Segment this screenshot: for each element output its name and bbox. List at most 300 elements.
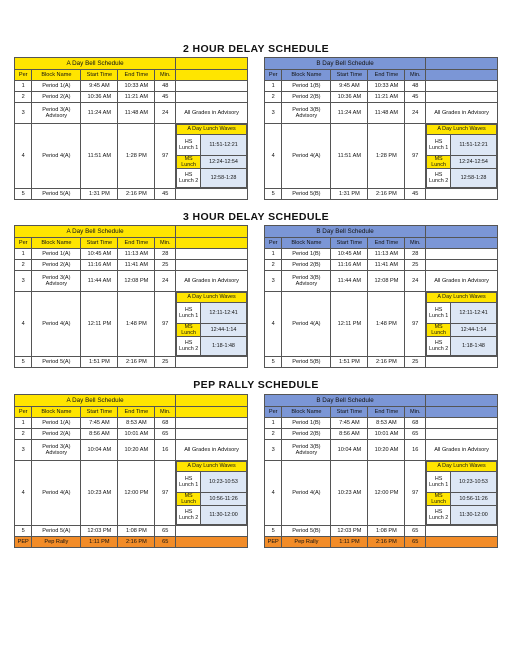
end-time: 1:48 PM <box>368 292 405 357</box>
row-note <box>176 537 248 548</box>
start-time: 10:36 AM <box>81 92 118 103</box>
lunch-wave-name: HS Lunch 2 <box>427 506 451 525</box>
band-spacer <box>176 58 248 70</box>
column-header: Min. <box>405 407 426 418</box>
lunch-wave-time: 12:24-12:54 <box>451 156 497 169</box>
lunch-wave-time: 10:56-11:26 <box>451 493 497 506</box>
lunch-wave-name: HS Lunch 1 <box>177 135 201 156</box>
start-time: 9:45 AM <box>331 81 368 92</box>
column-header: Min. <box>155 70 176 81</box>
start-time: 1:51 PM <box>81 357 118 368</box>
row-note <box>176 526 248 537</box>
block-name: Period 1(B) <box>282 81 331 92</box>
period-row <box>15 260 248 271</box>
lunch-waves-cell <box>426 292 498 357</box>
period-row <box>15 81 248 92</box>
block-name: Pep Rally <box>282 537 331 548</box>
column-header: Per <box>15 407 32 418</box>
minutes: 65 <box>405 526 426 537</box>
start-time: 11:24 AM <box>331 103 368 124</box>
column-header: Block Name <box>32 407 81 418</box>
section-title: 3 HOUR DELAY SCHEDULE <box>182 211 330 223</box>
row-note: All Grades in Advisory <box>426 440 498 461</box>
period-number: 1 <box>15 418 32 429</box>
lunch-wave-row <box>177 156 247 169</box>
lunch-waves-title: A Day Lunch Waves <box>177 125 247 135</box>
period-number: 5 <box>15 189 32 200</box>
row-note <box>426 249 498 260</box>
period-row <box>15 92 248 103</box>
block-name: Period 1(A) <box>32 249 81 260</box>
block-name: Period 1(B) <box>282 249 331 260</box>
schedule-band-title: B Day Bell Schedule <box>265 58 426 70</box>
period-number: 5 <box>15 357 32 368</box>
end-time: 11:21 AM <box>368 92 405 103</box>
period-number: 2 <box>15 260 32 271</box>
minutes: 16 <box>405 440 426 461</box>
end-time: 8:53 AM <box>368 418 405 429</box>
period-row <box>15 271 248 292</box>
lunch-wave-time: 11:30-12:00 <box>201 506 247 525</box>
a-day-schedule-table <box>14 225 248 368</box>
block-name: Period 2(A) <box>32 429 81 440</box>
end-time: 1:28 PM <box>368 124 405 189</box>
end-time: 1:08 PM <box>368 526 405 537</box>
minutes: 16 <box>155 440 176 461</box>
block-name: Period 5(B) <box>282 189 331 200</box>
block-name: Period 3(A) Advisory <box>32 271 81 292</box>
minutes: 25 <box>155 260 176 271</box>
lunch-waves-title: A Day Lunch Waves <box>177 293 247 303</box>
minutes: 97 <box>405 461 426 526</box>
start-time: 10:45 AM <box>331 249 368 260</box>
row-note <box>176 357 248 368</box>
period-number: PEP <box>15 537 32 548</box>
minutes: 65 <box>155 526 176 537</box>
b-day-schedule-table <box>264 225 498 368</box>
lunch-wave-time: 12:58-1:28 <box>451 169 497 188</box>
block-name: Period 4(A) <box>32 292 81 357</box>
period-number: 4 <box>265 124 282 189</box>
period-row <box>265 260 498 271</box>
start-time: 11:16 AM <box>81 260 118 271</box>
start-time: 1:11 PM <box>81 537 118 548</box>
start-time: 1:11 PM <box>331 537 368 548</box>
lunch-wave-row <box>427 169 497 188</box>
period-number: 3 <box>15 440 32 461</box>
row-note <box>176 418 248 429</box>
column-header-blank <box>176 407 248 418</box>
start-time: 8:56 AM <box>81 429 118 440</box>
minutes: 97 <box>155 124 176 189</box>
lunch-waves-title: A Day Lunch Waves <box>427 462 497 472</box>
column-header: End Time <box>118 407 155 418</box>
band-spacer <box>426 226 498 238</box>
minutes: 28 <box>405 249 426 260</box>
period-number: 5 <box>265 189 282 200</box>
start-time: 11:44 AM <box>331 271 368 292</box>
start-time: 10:23 AM <box>81 461 118 526</box>
column-header-blank <box>426 70 498 81</box>
period-number: 4 <box>265 292 282 357</box>
start-time: 12:11 PM <box>331 292 368 357</box>
period-number: 1 <box>265 81 282 92</box>
minutes: 24 <box>405 271 426 292</box>
column-header: Min. <box>155 238 176 249</box>
row-note <box>176 260 248 271</box>
row-note <box>426 429 498 440</box>
period-row <box>265 429 498 440</box>
lunch-waves-table <box>176 292 247 356</box>
period-number: 3 <box>265 103 282 124</box>
block-name: Period 3(B) Advisory <box>282 103 331 124</box>
schedule-band-title: A Day Bell Schedule <box>15 58 176 70</box>
block-name: Period 2(A) <box>32 260 81 271</box>
minutes: 65 <box>405 429 426 440</box>
lunch-wave-name: MS Lunch <box>177 324 201 337</box>
period-row <box>265 418 498 429</box>
minutes: 68 <box>155 418 176 429</box>
lunch-wave-row <box>177 472 247 493</box>
lunch-wave-row <box>177 324 247 337</box>
column-header: Block Name <box>282 407 331 418</box>
end-time: 11:48 AM <box>368 103 405 124</box>
lunch-wave-row <box>427 156 497 169</box>
row-note <box>176 249 248 260</box>
row-note <box>176 92 248 103</box>
start-time: 12:03 PM <box>81 526 118 537</box>
end-time: 1:28 PM <box>118 124 155 189</box>
start-time: 7:45 AM <box>81 418 118 429</box>
minutes: 25 <box>405 357 426 368</box>
lunch-waves-cell <box>426 461 498 526</box>
lunch-waves-title: A Day Lunch Waves <box>427 293 497 303</box>
b-day-schedule-table <box>264 57 498 200</box>
lunch-wave-row <box>427 493 497 506</box>
period-row <box>265 440 498 461</box>
period-row <box>265 271 498 292</box>
minutes: 25 <box>155 357 176 368</box>
lunch-waves-table <box>426 292 497 356</box>
column-header: End Time <box>368 70 405 81</box>
minutes: 24 <box>155 271 176 292</box>
minutes: 65 <box>155 429 176 440</box>
column-header: Start Time <box>331 238 368 249</box>
row-note: All Grades in Advisory <box>176 271 248 292</box>
minutes: 48 <box>405 81 426 92</box>
block-name: Period 5(B) <box>282 357 331 368</box>
period-number: 1 <box>15 81 32 92</box>
lunch-wave-name: HS Lunch 1 <box>427 472 451 493</box>
period-row <box>265 249 498 260</box>
lunch-wave-row <box>177 506 247 525</box>
column-header: Block Name <box>32 70 81 81</box>
end-time: 11:48 AM <box>118 103 155 124</box>
lunch-waves-cell <box>176 461 248 526</box>
lunch-waves-table <box>426 461 497 525</box>
block-name: Period 1(A) <box>32 418 81 429</box>
period-number: 2 <box>265 429 282 440</box>
block-name: Period 4(A) <box>282 124 331 189</box>
column-header-blank <box>176 238 248 249</box>
minutes: 45 <box>405 92 426 103</box>
band-spacer <box>426 58 498 70</box>
schedule-band-title: B Day Bell Schedule <box>265 395 426 407</box>
end-time: 10:33 AM <box>118 81 155 92</box>
period-number: 2 <box>265 92 282 103</box>
row-note: All Grades in Advisory <box>176 103 248 124</box>
minutes: 48 <box>155 81 176 92</box>
period-number: 1 <box>15 249 32 260</box>
lunch-waves-table <box>426 124 497 188</box>
period-row <box>265 81 498 92</box>
end-time: 10:01 AM <box>368 429 405 440</box>
column-header: End Time <box>118 70 155 81</box>
end-time: 10:20 AM <box>368 440 405 461</box>
column-header-blank <box>426 407 498 418</box>
period-number: 4 <box>15 124 32 189</box>
lunch-wave-time: 10:23-10:53 <box>201 472 247 493</box>
column-header: Start Time <box>331 70 368 81</box>
pep-rally-row <box>15 537 248 548</box>
column-header: Per <box>265 70 282 81</box>
block-name: Period 5(B) <box>282 526 331 537</box>
row-note <box>176 429 248 440</box>
end-time: 2:16 PM <box>368 189 405 200</box>
lunch-waves-cell <box>426 124 498 189</box>
row-note: All Grades in Advisory <box>426 271 498 292</box>
start-time: 10:36 AM <box>331 92 368 103</box>
column-header: Min. <box>155 407 176 418</box>
lunch-waves-title: A Day Lunch Waves <box>177 462 247 472</box>
minutes: 24 <box>405 103 426 124</box>
block-name: Period 2(B) <box>282 260 331 271</box>
column-header-blank <box>176 70 248 81</box>
minutes: 25 <box>405 260 426 271</box>
lunch-wave-row <box>427 303 497 324</box>
period-number: 1 <box>265 249 282 260</box>
period-number: 5 <box>265 357 282 368</box>
lunch-waves-title: A Day Lunch Waves <box>427 125 497 135</box>
block-name: Period 3(B) Advisory <box>282 440 331 461</box>
lunch-wave-row <box>427 135 497 156</box>
lunch-wave-name: HS Lunch 2 <box>427 169 451 188</box>
period-row <box>15 292 248 357</box>
schedule-band-title: A Day Bell Schedule <box>15 226 176 238</box>
end-time: 2:16 PM <box>118 189 155 200</box>
lunch-wave-row <box>177 135 247 156</box>
lunch-wave-time: 11:51-12:21 <box>451 135 497 156</box>
lunch-wave-name: MS Lunch <box>177 156 201 169</box>
lunch-wave-time: 11:30-12:00 <box>451 506 497 525</box>
end-time: 11:13 AM <box>118 249 155 260</box>
period-row <box>265 92 498 103</box>
period-row <box>15 440 248 461</box>
lunch-wave-row <box>177 303 247 324</box>
lunch-wave-time: 11:51-12:21 <box>201 135 247 156</box>
row-note: All Grades in Advisory <box>176 440 248 461</box>
column-header: Start Time <box>331 407 368 418</box>
band-spacer <box>176 395 248 407</box>
end-time: 2:16 PM <box>368 357 405 368</box>
row-note <box>426 526 498 537</box>
lunch-wave-row <box>427 472 497 493</box>
minutes: 24 <box>155 103 176 124</box>
end-time: 11:41 AM <box>118 260 155 271</box>
period-number: 1 <box>265 418 282 429</box>
column-header: Per <box>15 238 32 249</box>
row-note <box>426 357 498 368</box>
lunch-wave-row <box>427 506 497 525</box>
block-name: Period 5(A) <box>32 526 81 537</box>
schedule-band-title: B Day Bell Schedule <box>265 226 426 238</box>
block-name: Period 4(A) <box>282 292 331 357</box>
period-row <box>265 357 498 368</box>
end-time: 12:00 PM <box>368 461 405 526</box>
period-number: 2 <box>265 260 282 271</box>
column-header: End Time <box>368 407 405 418</box>
block-name: Period 3(A) Advisory <box>32 440 81 461</box>
minutes: 65 <box>405 537 426 548</box>
lunch-wave-row <box>177 169 247 188</box>
row-note: All Grades in Advisory <box>426 103 498 124</box>
lunch-wave-row <box>177 337 247 356</box>
column-header: Per <box>265 407 282 418</box>
period-row <box>265 526 498 537</box>
block-name: Period 2(B) <box>282 429 331 440</box>
column-header: Block Name <box>32 238 81 249</box>
minutes: 28 <box>155 249 176 260</box>
lunch-wave-name: HS Lunch 1 <box>177 303 201 324</box>
end-time: 11:21 AM <box>118 92 155 103</box>
end-time: 2:16 PM <box>118 537 155 548</box>
period-row <box>15 429 248 440</box>
end-time: 2:16 PM <box>118 357 155 368</box>
column-header: Per <box>15 70 32 81</box>
period-number: 3 <box>15 103 32 124</box>
block-name: Period 3(B) Advisory <box>282 271 331 292</box>
lunch-wave-name: HS Lunch 2 <box>427 337 451 356</box>
schedule-band-title: A Day Bell Schedule <box>15 395 176 407</box>
block-name: Period 4(A) <box>32 124 81 189</box>
lunch-wave-name: HS Lunch 1 <box>427 303 451 324</box>
lunch-wave-name: MS Lunch <box>427 324 451 337</box>
section-title: 2 HOUR DELAY SCHEDULE <box>182 43 330 55</box>
row-note <box>176 81 248 92</box>
minutes: 97 <box>155 461 176 526</box>
period-row <box>265 461 498 526</box>
period-row <box>265 189 498 200</box>
lunch-wave-name: HS Lunch 1 <box>427 135 451 156</box>
end-time: 10:01 AM <box>118 429 155 440</box>
period-number: 4 <box>15 461 32 526</box>
lunch-wave-row <box>177 493 247 506</box>
a-day-schedule-table <box>14 394 248 548</box>
band-spacer <box>426 395 498 407</box>
end-time: 12:00 PM <box>118 461 155 526</box>
end-time: 10:33 AM <box>368 81 405 92</box>
block-name: Period 1(A) <box>32 81 81 92</box>
minutes: 45 <box>405 189 426 200</box>
lunch-wave-time: 10:23-10:53 <box>451 472 497 493</box>
minutes: 97 <box>405 124 426 189</box>
block-name: Period 4(A) <box>32 461 81 526</box>
minutes: 65 <box>155 537 176 548</box>
lunch-wave-name: HS Lunch 2 <box>177 506 201 525</box>
lunch-wave-name: MS Lunch <box>177 493 201 506</box>
end-time: 1:08 PM <box>118 526 155 537</box>
lunch-wave-time: 1:18-1:48 <box>451 337 497 356</box>
end-time: 10:20 AM <box>118 440 155 461</box>
period-row <box>15 526 248 537</box>
minutes: 68 <box>405 418 426 429</box>
a-day-schedule-table <box>14 57 248 200</box>
start-time: 11:44 AM <box>81 271 118 292</box>
column-header: Per <box>265 238 282 249</box>
lunch-wave-name: HS Lunch 1 <box>177 472 201 493</box>
end-time: 2:16 PM <box>368 537 405 548</box>
minutes: 45 <box>155 92 176 103</box>
minutes: 97 <box>155 292 176 357</box>
column-header: End Time <box>368 238 405 249</box>
row-note <box>426 81 498 92</box>
lunch-wave-time: 12:44-1:14 <box>201 324 247 337</box>
column-header: Min. <box>405 70 426 81</box>
block-name: Pep Rally <box>32 537 81 548</box>
period-row <box>15 357 248 368</box>
start-time: 11:16 AM <box>331 260 368 271</box>
period-number: 5 <box>265 526 282 537</box>
lunch-wave-name: HS Lunch 2 <box>177 337 201 356</box>
lunch-wave-row <box>427 324 497 337</box>
period-row <box>15 189 248 200</box>
block-name: Period 2(A) <box>32 92 81 103</box>
period-number: 3 <box>15 271 32 292</box>
column-header: Start Time <box>81 70 118 81</box>
column-header: End Time <box>118 238 155 249</box>
column-header: Block Name <box>282 238 331 249</box>
lunch-wave-time: 12:58-1:28 <box>201 169 247 188</box>
period-row <box>265 124 498 189</box>
row-note <box>426 260 498 271</box>
start-time: 1:31 PM <box>331 189 368 200</box>
minutes: 45 <box>155 189 176 200</box>
start-time: 9:45 AM <box>81 81 118 92</box>
period-number: 4 <box>265 461 282 526</box>
lunch-wave-time: 10:56-11:26 <box>201 493 247 506</box>
lunch-wave-name: HS Lunch 2 <box>177 169 201 188</box>
period-row <box>15 249 248 260</box>
block-name: Period 5(A) <box>32 357 81 368</box>
period-row <box>265 103 498 124</box>
block-name: Period 1(B) <box>282 418 331 429</box>
lunch-waves-cell <box>176 292 248 357</box>
start-time: 10:45 AM <box>81 249 118 260</box>
minutes: 97 <box>405 292 426 357</box>
lunch-waves-table <box>176 124 247 188</box>
start-time: 12:11 PM <box>81 292 118 357</box>
start-time: 12:03 PM <box>331 526 368 537</box>
end-time: 11:13 AM <box>368 249 405 260</box>
lunch-wave-name: MS Lunch <box>427 493 451 506</box>
period-number: 4 <box>15 292 32 357</box>
end-time: 11:41 AM <box>368 260 405 271</box>
column-header: Block Name <box>282 70 331 81</box>
column-header: Min. <box>405 238 426 249</box>
row-note <box>426 418 498 429</box>
period-row <box>15 103 248 124</box>
lunch-wave-time: 12:11-12:41 <box>451 303 497 324</box>
